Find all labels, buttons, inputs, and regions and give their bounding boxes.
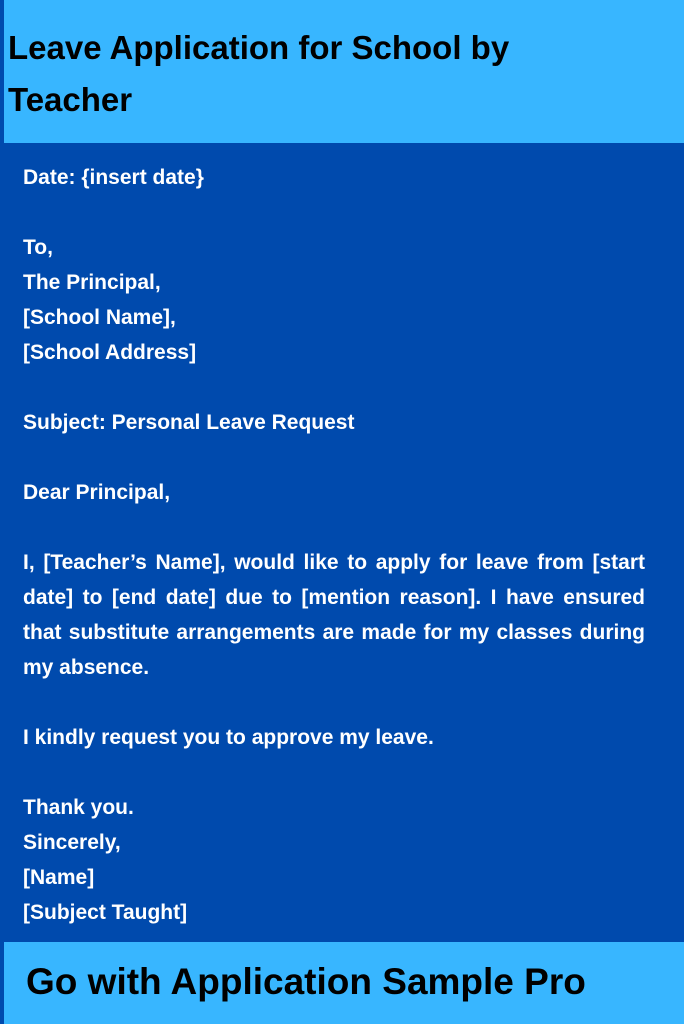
- letter-recipient: The Principal,: [23, 271, 161, 294]
- header-banner: [0, 0, 684, 143]
- letter-school-address: [School Address]: [23, 341, 197, 364]
- spacer: [23, 440, 645, 475]
- spacer: [23, 510, 645, 545]
- letter-closing: Sincerely,: [23, 831, 121, 854]
- letter-thanks: Thank you.: [23, 796, 134, 819]
- page-title: Leave Application for School by Teacher: [8, 29, 510, 118]
- spacer: [23, 755, 645, 790]
- letter-salutation: Dear Principal,: [23, 481, 171, 504]
- letter-subject: Subject: Personal Leave Request: [23, 411, 355, 434]
- letter-signature-name: [Name]: [23, 866, 95, 889]
- spacer: [23, 195, 645, 230]
- letter-request: I kindly request you to approve my leave.: [23, 726, 434, 749]
- footer-banner: [0, 942, 684, 1024]
- letter-body-paragraph: I, [Teacher’s Name], would like to apply for leave from [start date] to [end date] due to [mention reason]. I have ensured that substitute arrangements are made for my classes during my absence.: [23, 551, 645, 679]
- footer-brand-text: Go with Application Sample Pro: [26, 961, 586, 1002]
- spacer: [23, 685, 645, 720]
- letter-signature-subject: [Subject Taught]: [23, 901, 188, 924]
- letter-school-name: [School Name],: [23, 306, 176, 329]
- letter-body: [23, 160, 645, 930]
- letter-to: To,: [23, 236, 53, 259]
- letter-date: Date: {insert date}: [23, 166, 204, 189]
- spacer: [23, 370, 645, 405]
